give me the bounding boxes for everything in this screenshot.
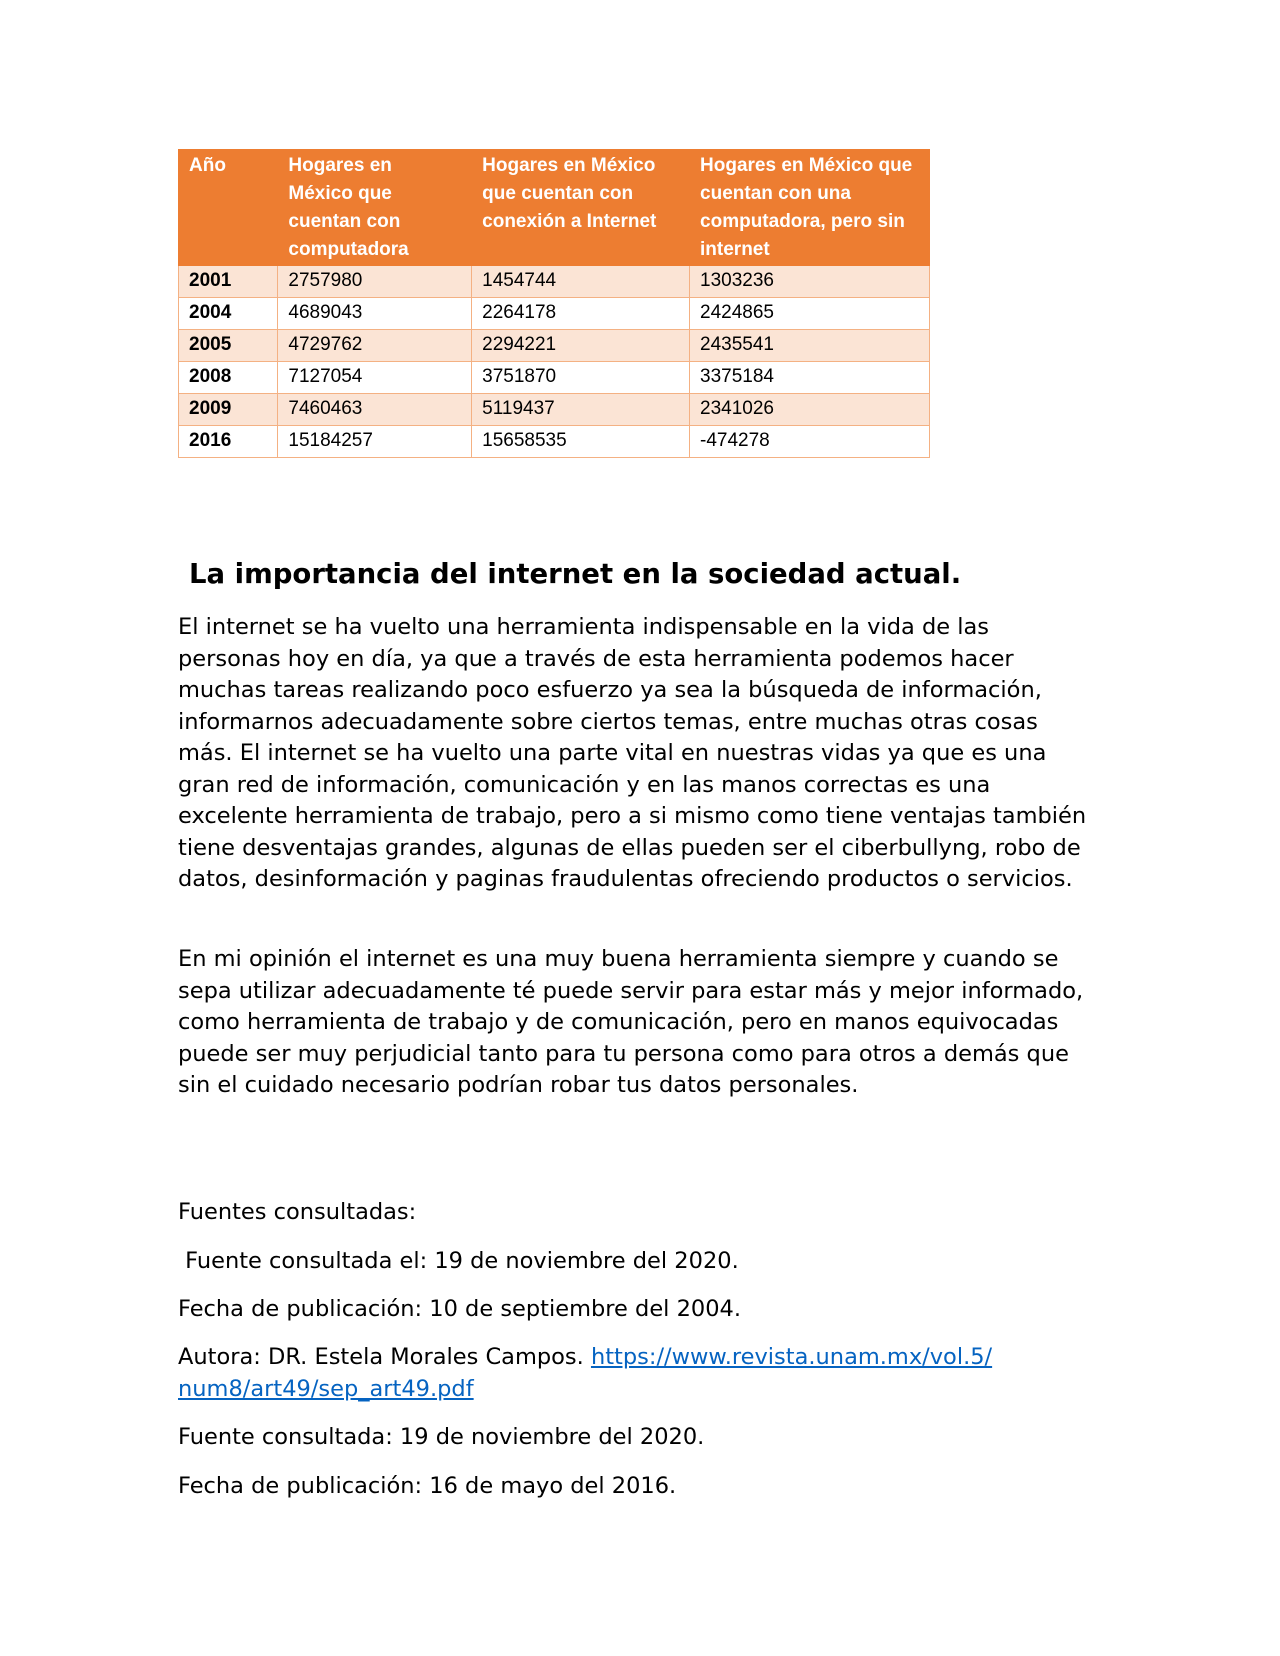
table-header-row bbox=[179, 150, 930, 266]
header-internet: Hogares en México que cuentan con conexión a Internet bbox=[472, 150, 690, 266]
table-row bbox=[179, 298, 930, 330]
paragraph-2: En mi opinión el internet es una muy buena herramienta siempre y cuando se sepa utilizar adecuadamente té puede servir para estar más y mejor informado, como herramienta de trabajo y de comunicación, pero en manos equivocadas puede ser muy perjudicial tanto para tu persona como para otros a demás que sin el cuidado necesario podrían robar tus datos personales. bbox=[178, 946, 1084, 1098]
table-row bbox=[179, 362, 930, 394]
cell-computer-no-internet: 2424865 bbox=[690, 298, 930, 330]
cell-year: 2001 bbox=[179, 266, 278, 298]
cell-computer-no-internet: 3375184 bbox=[690, 362, 930, 394]
cell-computer: 2757980 bbox=[278, 266, 472, 298]
cell-computer: 4729762 bbox=[278, 330, 472, 362]
cell-computer-no-internet: 1303236 bbox=[690, 266, 930, 298]
cell-internet: 2294221 bbox=[472, 330, 690, 362]
table-row bbox=[179, 330, 930, 362]
cell-internet: 5119437 bbox=[472, 394, 690, 426]
essay-heading: La importancia del internet en la sociedad actual. bbox=[189, 558, 962, 590]
cell-computer: 15184257 bbox=[278, 426, 472, 458]
source-author: Autora: DR. Estela Morales Campos. bbox=[178, 1344, 591, 1370]
households-table bbox=[178, 149, 930, 458]
cell-year: 2009 bbox=[179, 394, 278, 426]
cell-year: 2005 bbox=[179, 330, 278, 362]
cell-computer: 7127054 bbox=[278, 362, 472, 394]
table-row bbox=[179, 394, 930, 426]
source-link[interactable]: https://www.revista.unam.mx/vol.5/ bbox=[590, 1344, 993, 1370]
source-publication-date-2: Fecha de publicación: 16 de mayo del 2016. bbox=[178, 1473, 677, 1499]
cell-computer: 4689043 bbox=[278, 298, 472, 330]
cell-internet: 15658535 bbox=[472, 426, 690, 458]
cell-computer-no-internet: -474278 bbox=[690, 426, 930, 458]
source-consulted-date-1: Fuente consultada el: 19 de noviembre del 2020. bbox=[178, 1248, 739, 1274]
cell-year: 2008 bbox=[179, 362, 278, 394]
cell-internet: 1454744 bbox=[472, 266, 690, 298]
header-year: Año bbox=[179, 150, 278, 266]
source-consulted-date-2: Fuente consultada: 19 de noviembre del 2020. bbox=[178, 1424, 705, 1450]
header-computer-no-internet: Hogares en México que cuentan con una computadora, pero sin internet bbox=[690, 150, 930, 266]
cell-internet: 2264178 bbox=[472, 298, 690, 330]
cell-computer-no-internet: 2435541 bbox=[690, 330, 930, 362]
header-computer: Hogares en México que cuentan con computadora bbox=[278, 150, 472, 266]
source-publication-date-1: Fecha de publicación: 10 de septiembre del 2004. bbox=[178, 1296, 741, 1322]
table-row bbox=[179, 266, 930, 298]
source-link-continuation[interactable]: num8/art49/sep_art49.pdf bbox=[178, 1376, 474, 1402]
cell-computer-no-internet: 2341026 bbox=[690, 394, 930, 426]
cell-computer: 7460463 bbox=[278, 394, 472, 426]
table-row bbox=[179, 426, 930, 458]
source-author-line bbox=[178, 1342, 992, 1374]
cell-year: 2004 bbox=[179, 298, 278, 330]
paragraph-1: El internet se ha vuelto una herramienta indispensable en la vida de las personas hoy en día, ya que a través de esta herramienta podemos hacer muchas tareas realizando poco esfuerzo ya sea la búsqueda de información, informarnos adecuadamente sobre ciertos temas, entre muchas otras cosas más. El internet se ha vuelto una parte vital en nuestras vidas ya que es una gran red de información, comunicación y en las manos correctas es una excelente herramienta de trabajo, pero a si mismo como tiene ventajas también tiene desventajas grandes, algunas de ellas pueden ser el ciberbullyng, robo de datos, desinformación y paginas fraudulentas ofreciendo productos o servicios. bbox=[178, 614, 1087, 892]
source-link-continuation-line bbox=[178, 1374, 474, 1406]
cell-year: 2016 bbox=[179, 426, 278, 458]
sources-title: Fuentes consultadas: bbox=[178, 1199, 417, 1225]
cell-internet: 3751870 bbox=[472, 362, 690, 394]
